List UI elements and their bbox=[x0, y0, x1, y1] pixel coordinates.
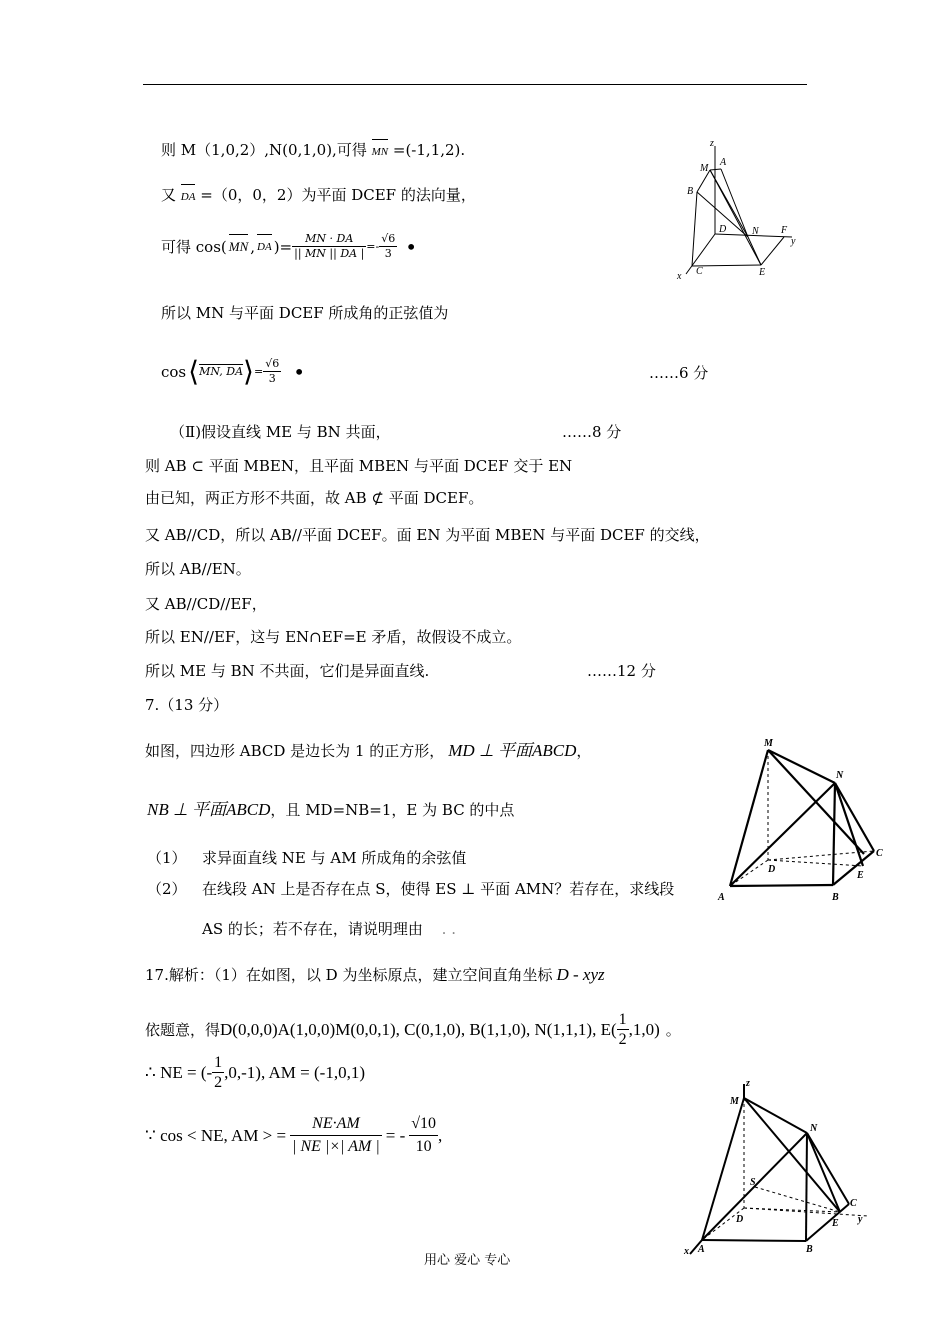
label-z: z bbox=[710, 138, 714, 149]
fraction-numerator: 1 bbox=[618, 1011, 627, 1028]
line-10: 所以 AB//EN。 bbox=[145, 560, 251, 578]
text: 。 bbox=[665, 1020, 681, 1039]
score-12: ……12 分 bbox=[587, 662, 656, 680]
vector-da: DA bbox=[181, 187, 196, 207]
text: ∵ cos < NE, AM > = bbox=[145, 1125, 287, 1145]
line-cos-result bbox=[161, 354, 305, 388]
fraction-numerator: 1 bbox=[214, 1054, 223, 1071]
label-n: N bbox=[810, 1123, 818, 1134]
problem-number: 7.（13 分） bbox=[145, 696, 229, 714]
label-e: E bbox=[832, 1218, 839, 1229]
right-angle: ⟩ bbox=[243, 354, 254, 388]
label-x: x bbox=[677, 271, 682, 282]
label-a: A bbox=[698, 1244, 705, 1255]
question-1-number: （1） bbox=[147, 849, 187, 867]
text: 则 M（1,0,2）,N(0,1,0),可得 bbox=[161, 141, 367, 159]
label-m: M bbox=[764, 738, 773, 749]
label-c: C bbox=[696, 266, 703, 277]
problem-line-2 bbox=[147, 800, 514, 820]
label-s: S bbox=[750, 1177, 756, 1188]
figure-3-pyramid-axes bbox=[682, 1076, 878, 1256]
math-text: ,1,0) bbox=[628, 1019, 660, 1039]
fraction-numerator: MN · DA bbox=[292, 232, 366, 247]
line-assume: （Ⅱ)假设直线 ME 与 BN 共面， bbox=[170, 423, 391, 441]
fraction-denominator: 3 bbox=[384, 247, 392, 260]
bullet-dot: • bbox=[293, 359, 305, 384]
label-x: x bbox=[684, 1246, 689, 1256]
text: 又 bbox=[161, 186, 177, 204]
text: = bbox=[253, 364, 264, 378]
label-b: B bbox=[687, 186, 694, 197]
cos-fraction bbox=[292, 232, 366, 261]
problem-line-1 bbox=[145, 741, 591, 761]
label-z: z bbox=[746, 1078, 750, 1089]
text: 如图，四边形 ABCD 是边长为 1 的正方形， bbox=[145, 742, 445, 760]
line-8: 由已知，两正方形不共面，故 AB ⊄ 平面 DCEF。 bbox=[145, 489, 484, 507]
sqrt6-over-3 bbox=[379, 232, 397, 261]
question-2: 在线段 AN 上是否存在点 S，使得 ES ⊥ 平面 AMN？若存在，求线段 bbox=[202, 880, 675, 898]
math-dxyz: D - xyz bbox=[556, 965, 605, 984]
math-coordinates: D(0,0,0)A(1,0,0)M(0,0,1), C(0,1,0), B(1,1,0), N(1,1,1), E( bbox=[220, 1019, 617, 1039]
fraction-numerator: √10 bbox=[409, 1113, 438, 1136]
label-b: B bbox=[832, 892, 839, 903]
label-m: M bbox=[730, 1096, 739, 1107]
label-m: M bbox=[700, 163, 709, 174]
fraction-denominator: 2 bbox=[618, 1031, 627, 1048]
figure-1-coordinate-diagram bbox=[672, 134, 804, 282]
fraction-denominator: || MN || DA | bbox=[294, 247, 365, 260]
text: ， bbox=[576, 742, 592, 760]
fraction-numerator: √6 bbox=[265, 357, 280, 370]
line-7: 则 AB ⊂ 平面 MBEN，且平面 MBEN 与平面 DCEF 交于 EN bbox=[145, 457, 573, 475]
half-fraction bbox=[212, 1053, 224, 1092]
left-angle: ⟨ bbox=[188, 354, 200, 388]
text: ,0,-1), AM = (-1,0,1) bbox=[224, 1062, 365, 1082]
vector-mn: MN bbox=[229, 237, 249, 257]
text: ，且 MD=NB=1，E 为 BC 的中点 bbox=[270, 801, 515, 819]
math-md-perp: MD ⊥ 平面ABCD bbox=[448, 741, 577, 760]
sqrt10-over-10 bbox=[409, 1113, 438, 1158]
label-e: E bbox=[857, 870, 864, 881]
fraction-denominator: 2 bbox=[214, 1074, 223, 1091]
solution-line-1 bbox=[145, 965, 605, 985]
sqrt6-over-3 bbox=[263, 357, 281, 386]
question-1: 求异面直线 NE 与 AM 所成角的余弦值 bbox=[202, 849, 467, 867]
label-e: E bbox=[759, 267, 766, 278]
label-a: A bbox=[718, 892, 725, 903]
bullet-dot: • bbox=[405, 234, 418, 259]
line-m-n-coordinates bbox=[161, 140, 465, 162]
text: , bbox=[438, 1125, 443, 1145]
label-c: C bbox=[850, 1198, 857, 1209]
solution-line-4 bbox=[145, 1113, 442, 1158]
solution-line-2 bbox=[145, 1010, 681, 1049]
text: AS 的长；若不存在，请说明理由 bbox=[202, 920, 423, 938]
label-d: D bbox=[719, 224, 727, 235]
score-8: ……8 分 bbox=[562, 423, 622, 441]
line-11: 又 AB//CD//EF， bbox=[145, 595, 267, 613]
cos-fraction bbox=[290, 1113, 382, 1158]
label-y: y bbox=[858, 1214, 863, 1225]
line-normal-vector bbox=[161, 185, 476, 207]
solution-line-3 bbox=[145, 1053, 365, 1092]
text: 17.解析：（1）在如图，以 D 为坐标原点，建立空间直角坐标 bbox=[145, 966, 553, 984]
label-b: B bbox=[806, 1244, 813, 1255]
figure-2-pyramid bbox=[712, 734, 892, 912]
label-n: N bbox=[752, 226, 759, 237]
question-2-number: （2） bbox=[147, 880, 187, 898]
text: cos bbox=[161, 362, 187, 381]
text: = - bbox=[385, 1125, 406, 1145]
label-d: D bbox=[768, 864, 776, 875]
text: 依题意，得 bbox=[145, 1020, 221, 1039]
label-n: N bbox=[836, 770, 844, 781]
line-sine-value: 所以 MN 与平面 DCEF 所成角的正弦值为 bbox=[161, 304, 449, 322]
text: =- bbox=[366, 239, 380, 253]
fraction-numerator: √6 bbox=[381, 232, 396, 245]
vector-mn: MN bbox=[372, 142, 389, 162]
label-y: y bbox=[791, 236, 796, 247]
vector-pair: MN, DA bbox=[199, 364, 244, 378]
math-nb-perp: NB ⊥ 平面ABCD bbox=[147, 800, 271, 819]
page-footer: 用心 爱心 专心 bbox=[424, 1253, 511, 1268]
fraction-denominator: 3 bbox=[268, 372, 276, 385]
label-f: F bbox=[781, 225, 788, 236]
text: =(-1,1,2). bbox=[392, 141, 466, 159]
score-6: ……6 分 bbox=[649, 364, 709, 382]
line-9: 又 AB//CD，所以 AB//平面 DCEF。面 EN 为平面 MBEN 与平面 DCEF 的交线， bbox=[145, 526, 710, 544]
text: ∴ NE = (- bbox=[145, 1062, 213, 1082]
line-cos-formula bbox=[161, 232, 417, 261]
fraction-denominator: 10 bbox=[415, 1138, 432, 1155]
label-a: A bbox=[720, 157, 727, 168]
header-rule bbox=[143, 84, 807, 85]
fraction-denominator: | NE |×| AM | bbox=[292, 1138, 380, 1155]
fraction-numerator: NE·AM bbox=[290, 1113, 382, 1136]
label-d: D bbox=[736, 1214, 744, 1225]
question-2-cont bbox=[202, 919, 456, 939]
dots: . . bbox=[441, 920, 456, 938]
comma: , bbox=[250, 237, 256, 256]
line-13: 所以 ME 与 BN 不共面，它们是异面直线. bbox=[145, 662, 430, 680]
text: )= bbox=[273, 237, 293, 256]
text: 可得 cos( bbox=[161, 237, 227, 256]
half-fraction bbox=[617, 1010, 629, 1049]
vector-da: DA bbox=[257, 237, 272, 257]
text: =（0，0，2）为平面 DCEF 的法向量， bbox=[200, 186, 476, 204]
line-12: 所以 EN//EF，这与 EN∩EF=E 矛盾，故假设不成立。 bbox=[145, 628, 522, 646]
label-c: C bbox=[876, 848, 883, 859]
